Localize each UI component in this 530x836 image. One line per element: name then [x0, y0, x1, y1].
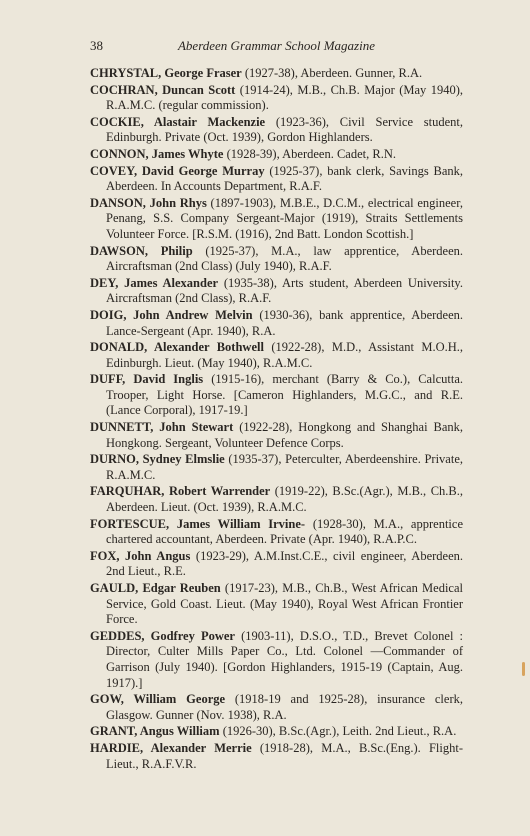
- entry-name: DUNNETT, John Stewart: [90, 420, 234, 435]
- list-item: [90, 692, 463, 723]
- list-item: [90, 83, 463, 114]
- list-item: [90, 549, 463, 580]
- entry-details: (1897-1903), M.B.E., D.C.M., electrical engineer, Penang, S.S. Company Sergeant-Major (1919), Straits Settlements Volunteer Force. [R.S.M. (1916), 2nd Batt. London Scottish.]: [106, 195, 464, 241]
- entry-details: (1914-24), M.B., Ch.B. Major (May 1940), R.A.M.C. (regular commission).: [106, 82, 463, 113]
- roll-of-service-list: [90, 66, 463, 773]
- entry-name: FORTESCUE, James William Irvine-: [90, 516, 306, 531]
- entry-details: (1919-22), B.Sc.(Agr.), M.B., Ch.B., Aberdeen. Lieut. (Oct. 1939), R.A.M.C.: [106, 484, 463, 515]
- entry-details: (1930-36), bank apprentice, Aberdeen. Lance-Sergeant (Apr. 1940), R.A.: [106, 307, 464, 338]
- entry-name: DOIG, John Andrew Melvin: [90, 307, 253, 322]
- entry-details: (1935-38), Arts student, Aberdeen University. Aircraftsman (2nd Class), R.A.F.: [106, 275, 463, 306]
- entry-details: (1923-29), A.M.Inst.C.E., civil engineer, Aberdeen. 2nd Lieut., R.E.: [106, 548, 463, 579]
- list-item: [90, 164, 463, 195]
- entry-details: (1915-16), merchant (Barry & Co.), Calcutta. Trooper, Light Horse. [Cameron Highlanders, M.G.C., and R.E. (Lance Corporal), 1917-19.]: [106, 372, 463, 418]
- entry-details: (1922-28), M.D., Assistant M.O.H., Edinburgh. Lieut. (May 1940), R.A.M.C.: [106, 340, 464, 370]
- entry-name: DANSON, John Rhys: [90, 195, 207, 210]
- entry-details: (1925-37), M.A., law apprentice, Aberdeen. Aircraftsman (2nd Class) (July 1940), R.A.F.: [106, 243, 464, 274]
- entry-details: (1922-28), Hongkong and Shanghai Bank, Hongkong. Sergeant, Volunteer Defence Corps.: [106, 420, 463, 450]
- entry-name: DEY, James Alexander: [90, 275, 219, 290]
- list-item: [90, 115, 463, 146]
- entry-name: GOW, William George: [90, 692, 226, 707]
- page-number: 38: [90, 38, 103, 53]
- list-item: [90, 741, 463, 772]
- list-item: [90, 629, 463, 691]
- entry-name: FARQUHAR, Robert Warrender: [90, 484, 271, 499]
- list-item: [90, 244, 463, 275]
- entry-name: GEDDES, Godfrey Power: [90, 628, 235, 643]
- list-item: [90, 517, 463, 548]
- list-item: [90, 308, 463, 339]
- entry-name: CONNON, James Whyte: [90, 146, 224, 161]
- page-header: [90, 38, 463, 56]
- page-edge-mark: [522, 662, 525, 676]
- list-item: [90, 147, 463, 163]
- entry-name: CHRYSTAL, George Fraser: [90, 66, 242, 80]
- entry-name: DAWSON, Philip: [90, 243, 193, 258]
- entry-details: (1928-30), M.A., apprentice chartered accountant, Aberdeen. Private (Apr. 1940), R.A.P.C.: [106, 516, 463, 547]
- entry-name: DUFF, David Inglis: [90, 372, 204, 387]
- list-item: [90, 66, 463, 82]
- list-item: [90, 276, 463, 307]
- entry-name: COCHRAN, Duncan Scott: [90, 82, 236, 97]
- entry-name: DONALD, Alexander Bothwell: [90, 340, 264, 355]
- running-title: Aberdeen Grammar School Magazine: [177, 38, 375, 53]
- entry-details: (1918-19 and 1925-28), insurance clerk, Glasgow. Gunner (Nov. 1938), R.A.: [106, 692, 463, 722]
- entry-details: (1926-30), B.Sc.(Agr.), Leith. 2nd Lieut., R.A.: [222, 724, 457, 739]
- entry-details: (1923-36), Civil Service student, Edinburgh. Private (Oct. 1939), Gordon Highlanders.: [106, 114, 463, 145]
- list-item: [90, 340, 463, 371]
- list-item: [90, 420, 463, 451]
- entry-name: COCKIE, Alastair Mackenzie: [90, 114, 266, 129]
- entry-details: (1927-38), Aberdeen. Gunner, R.A.: [244, 66, 423, 80]
- entry-name: FOX, John Angus: [90, 548, 191, 563]
- entry-name: HARDIE, Alexander Merrie: [90, 740, 252, 755]
- entry-name: GRANT, Angus William: [90, 724, 220, 739]
- entry-details: (1917-23), M.B., Ch.B., West African Medical Service, Gold Coast. Lieut. (May 1940), Royal West African Frontier Force.: [106, 581, 463, 627]
- entry-details: (1925-37), bank clerk, Savings Bank, Aberdeen. In Accounts Department, R.A.F.: [106, 163, 463, 194]
- entry-details: (1928-39), Aberdeen. Cadet, R.N.: [226, 146, 396, 161]
- entry-details: (1903-11), D.S.O., T.D., Brevet Colonel : Director, Culter Mills Paper Co., Ltd. Colonel —Commander of Garrison (July 1940). [Gordon Highlanders, 1915-19 (Captain, Aug. 1917).]: [106, 628, 463, 690]
- entry-details: (1935-37), Peterculter, Aberdeenshire. Private, R.A.M.C.: [106, 452, 463, 482]
- list-item: [90, 581, 463, 628]
- list-item: [90, 372, 463, 419]
- entry-name: GAULD, Edgar Reuben: [90, 581, 221, 595]
- entry-name: DURNO, Sydney Elmslie: [90, 452, 225, 467]
- list-item: [90, 484, 463, 515]
- list-item: [90, 196, 463, 243]
- list-item: [90, 452, 463, 483]
- entry-details: (1918-28), M.A., B.Sc.(Eng.). Flight-Lieut., R.A.F.V.R.: [106, 740, 463, 771]
- list-item: [90, 724, 463, 740]
- entry-name: COVEY, David George Murray: [90, 163, 265, 178]
